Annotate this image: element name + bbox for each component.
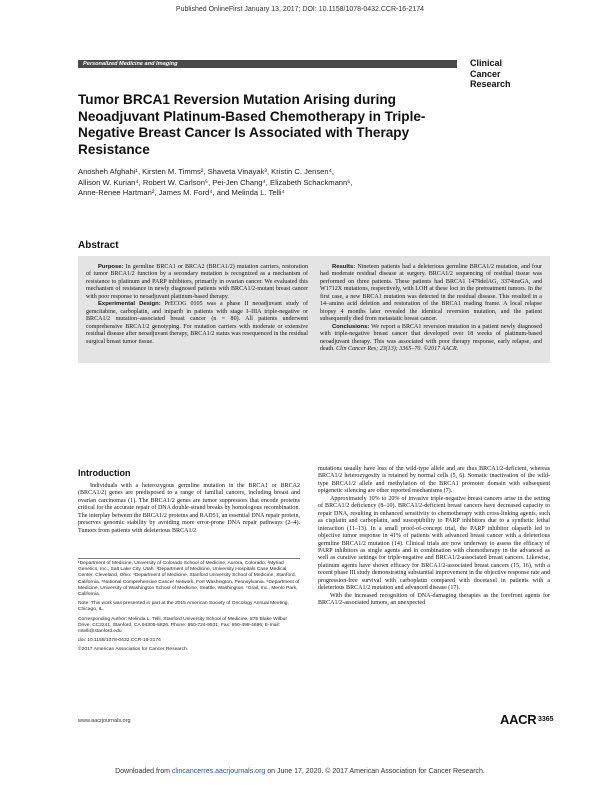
journal-name (470, 58, 550, 90)
abstract-purpose: Purpose: In germline BRCA1 or BRCA2 (BRCA1/2) mutation carriers, restoration of tumor BRCA1/2 function by a secondary mutation is recognized as a mechanism of resistance to platinum and PARP inhibitors, primarily in ovarian cancer. We evaluated this mechanism of resistance in newly diagnosed patients with BRCA1/2-mutant breast cancer with poor response to neoadjuvant platinum-based therapy. (86, 264, 308, 300)
aacr-logo: AACR (500, 712, 537, 727)
journal-line-3: Research (470, 79, 511, 89)
abstract-left-column (86, 264, 308, 346)
author-line-2: Allison W. Kurian⁴, Robert W. Carlson⁵, Pei-Jen Chang⁴, Elizabeth Schackmann⁶, (78, 177, 353, 187)
intro-paragraph: With the increased recognition of DNA-damaging therapies as the forefront agents for BRCA1/2-associated tumors, an unexpected (318, 592, 550, 607)
abstract-heading: Abstract (78, 240, 119, 251)
journal-line-1: Clinical (470, 58, 503, 68)
intro-paragraph: Approximately 10% to 20% of invasive triple-negative breast cancers arise in the setting of BRCA1/2 deficiency (8–10). BRCA1/2-deficient breast cancers have decreased capacity to repair DNA, resulting in enhanced sensitivity to chemotherapy with cross-linking agents, such as cisplatin and carboplatin, and susceptibility to PARP inhibitors due to a synthetic lethal interaction (11–13). In a small proof-of-concept trial, the PARP inhibitor olaparib led to objective tumor response in 41% of patients with advanced breast cancer with a deleterious germline BRCA1/2 mutation (14). Clinical trials are now underway to assess the efficacy of PARP inhibitors as single agents and in combination with chemotherapy in the advanced as well as curative settings for triple-negative and BRCA1/2-associated breast cancers. Likewise, platinum agents have shown efficacy for BRCA1/2-associated breast cancers (15, 16), with a recent phase III study demonstrating substantial improvement in the objective response rate and progression-free survival with carboplatin compared with docetaxel in patients with a deleterious BRCA1/2 mutation and advanced disease (17). (318, 495, 550, 592)
introduction-heading: Introduction (78, 468, 131, 478)
author-list (78, 167, 473, 199)
copyright: ©2017 American Association for Cancer Research. (78, 647, 189, 653)
abstract-design: Experimental Design: PrECOG 0105 was a phase II neoadjuvant study of gemcitabine, carboplatin, and iniparib in patients with stage I–IIIA triple-negative or BRCA1/2 mutation–associated breast cancer (n = 80). All patients underwent comprehensive BRCA1/2 genotyping. For mutation carriers with moderate or extensive residual disease after neoadjuvant therapy, BRCA1/2 status was resequenced in the residual surgical breast tumor tissue. (86, 301, 309, 345)
intro-right-column (318, 466, 550, 608)
page-number: 3365 (538, 716, 554, 723)
journal-line-2: Cancer (470, 68, 501, 79)
intro-paragraph: mutations usually have loss of the wild-type allele and are thus BRCA1/2-deficient, whereas BRCA1/2 heterozygosity is retained by normal cells (5, 6). Somatic inactivation of the wild-type BRCA1/2 allele and methylation of the BRCA1 promoter domain with subsequent epigenetic silencing are other reported mechanisms (7). (318, 466, 550, 495)
abstract-citation: Clin Cancer Res; 23(13); 3365–70. ©2017 AACR. (336, 345, 459, 352)
abstract-conclusions: Conclusions: We report a BRCA1 reversion mutation in a patient newly diagnosed with triple-negative breast cancer that developed over 18 weeks of platinum-based neoadjuvant therapy. This was associated with poor therapy response, early relapse, and death. Clin Cancer Res; 23(13); 3365–70. ©2017 AACR. (320, 323, 542, 352)
abstract-right-column (320, 264, 542, 353)
article-title: Tumor BRCA1 Reversion Mutation Arising during Neoadjuvant Platinum-Based Chemotherapy in Triple-Negative Breast Cancer Is Associated with Therapy Resistance (78, 92, 426, 157)
intro-left-column (78, 483, 300, 535)
footnotes (78, 561, 300, 657)
journal-url: www.aacrjournals.org (78, 718, 131, 724)
author-line-3: Anne-Renee Hartman², James M. Ford⁴, and Melinda L. Telli⁴ (78, 188, 285, 197)
corresponding-author: Corresponding Author: Melinda L. Telli, Stanford University School of Medicine, 875 Blake Wilbur Drive, CC2241, Stanford, CA 94305-5826. Phone: 650-724-9531; Fax: 650-498-4696; E-mail: mtelli@stanford.edu (78, 616, 287, 635)
abstract-results: Results: Nineteen patients had a deleterious germline BRCA1/2 mutation, and four had moderate residual disease at surgery. BRCA1/2 sequencing of residual tissue was performed on three patients. These patients had BRCA1 1479delAG, 3374insGA, and W1712X mutations, respectively, with LOH at these loci in the pretreatment tumors. In the first case, a new BRCA1 mutation was detected in the residual disease. This resulted in a 14–amino acid deletion and restoration of the BRCA1 reading frame. A local relapse biopsy 4 months later revealed the identical reversion mutation, and the patient subsequently died from metastatic breast cancer. (320, 264, 543, 323)
published-online-line: Published OnlineFirst January 13, 2017; DOI: 10.1158/1078-0432.CCR-16-2174 (175, 6, 425, 13)
intro-paragraph: Individuals with a heterozygous germline mutation in the BRCA1 or BRCA2 (BRCA1/2) genes are predisposed to a range of familial cancers, including breast and ovarian carcinomas (1). The BRCA1/2 genes are tumor suppressors that encode proteins critical for the accurate repair of DNA double-strand breaks by homologous recombination. The interplay between the BRCA1/2 proteins and RAD51, an essential DNA repair protein, preserves genomic stability by avoiding more error-prone DNA repair pathways (2–4). Tumors from patients with deleterious BRCA1/2 (78, 483, 300, 534)
footnote-divider (78, 558, 300, 559)
affiliations: ¹Department of Medicine, University of Colorado School of Medicine, Aurora, Colorado. ²Myriad Genetics, Inc., Salt Lake City, Utah. ³Department of Medicine, University Hospitals Case Medical Center, Cleveland, Ohio. ⁴Department of Medicine, Stanford University School of Medicine, Stanford, California. ⁵National Comprehensive Cancer Network, Fort Washington, Pennsylvania. ⁶Department of Medicine, University of Washington School of Medicine, Seattle, Washington. ⁷Grail, Inc., Menlo Park, California. (78, 561, 300, 598)
doi: doi: 10.1158/1078-0432.CCR-16-2174 (78, 638, 161, 644)
section-label: Personalized Medicine and Imaging (78, 60, 457, 68)
download-line: Downloaded from clincancerres.aacrjournals.org on June 17, 2020. © 2017 American Association for Cancer Research. (115, 768, 485, 775)
presentation-note: Note: This work was presented in part at the 2015 American Society of Oncology Annual Meeting, Chicago, IL. (78, 601, 289, 613)
author-line-1: Anosheh Afghahi¹, Kirsten M. Timms², Shaveta Vinayak³, Kristin C. Jensen⁴, (78, 167, 334, 176)
download-source-link[interactable]: clincancerres.aacrjournals.org (171, 768, 266, 775)
